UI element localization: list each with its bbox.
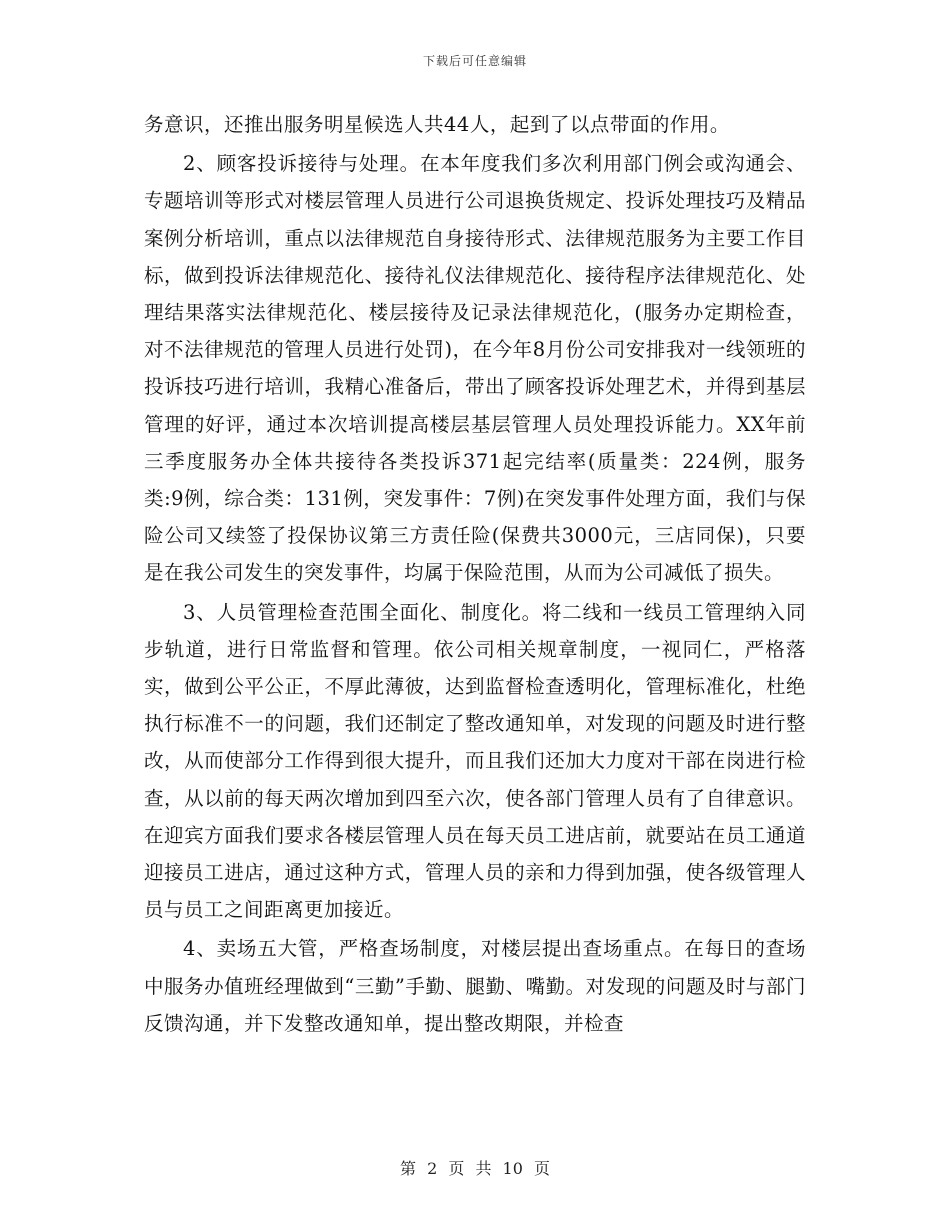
paragraph-continuation: 务意识，还推出服务明星候选人共44人，起到了以点带面的作用。 xyxy=(144,113,730,136)
paragraph-complaint-handling: 2、顾客投诉接待与处理。在本年度我们多次利用部门例会或沟通会、专题培训等形式对楼层管理人员进行公司退换货规定、投诉处理技巧及精品案例分析培训，重点以法律规范自身接待形式、法律规范服务为主要工作目标，做到投诉法律规范化、接待礼仪法律规范化、接待程序法律规范化、处理结果落实法律规范化、楼层接待及记录法律规范化，(服务办定期检查，对不法律规范的管理人员进行处罚)，在今年8月份公司安排我对一线领班的投诉技巧进行培训，我精心准备后，带出了顾客投诉处理艺术，并得到基层管理的好评，通过本次培训提高楼层基层管理人员处理投诉能力。XX年前三季度服务办全体共接待各类投诉371起完结率(质量类：224例，服务类:9例，综合类：131例，突发事件：7例)在突发事件处理方面，我们与保险公司又续签了投保协议第三方责任险(保费共3000元，三店同保)，只要是在我公司发生的突发事件，均属于保险范围，从而为公司减低了损失。 xyxy=(144,152,806,585)
page-header: 下载后可任意编辑 xyxy=(422,54,527,68)
paragraph-staff-management: 3、人员管理检查范围全面化、制度化。将二线和一线员工管理纳入同步轨道，进行日常监督和管理。依公司相关规章制度，一视同仁，严格落实，做到公平公正，不厚此薄彼，达到监督检查透明化，管理标准化，杜绝执行标准不一的问题，我们还制定了整改通知单，对发现的问题及时进行整改，从而使部分工作得到很大提升，而且我们还加大力度对干部在岗进行检查，从以前的每天两次增加到四至六次，使各部门管理人员有了自律意识。在迎宾方面我们要求各楼层管理人员在每天员工进店前，就要站在员工通道迎接员工进店，通过这种方式，管理人员的亲和力得到加强，使各级管理人员与员工之间距离更加接近。 xyxy=(144,600,806,922)
document-body xyxy=(144,106,806,1044)
paragraph-floor-inspection: 4、卖场五大管，严格查场制度，对楼层提出查场重点。在每日的查场中服务办值班经理做到“三勤”手勤、腿勤、嘴勤。对发现的问题及时与部门反馈沟通，并下发整改通知单，提出整改期限，并检查 xyxy=(144,937,806,1035)
page-footer: 第 2 页 共 10 页 xyxy=(400,1159,550,1178)
